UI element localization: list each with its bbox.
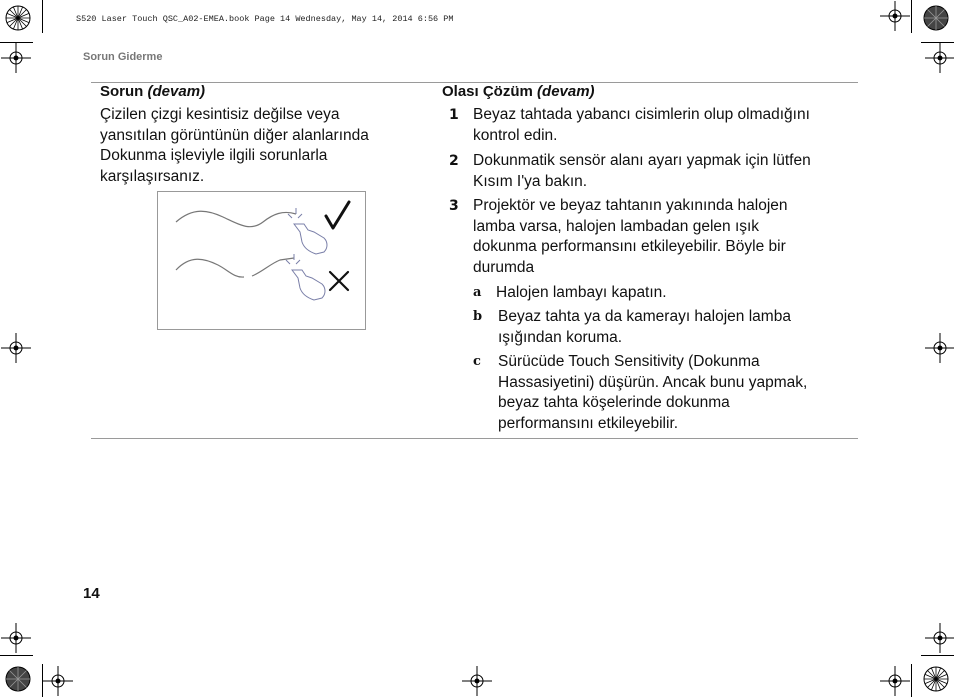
problem-line: karşılaşırsanız. [100,167,205,185]
registration-sunburst-icon [5,5,31,31]
problem-description [100,105,420,187]
registration-crosshair-icon [925,333,954,363]
crop-mark [0,655,33,656]
step-line: Beyaz tahtada yabancı cisimlerin olup olmadığını [473,106,810,123]
substep-letter: a [473,285,482,300]
finger-touch-icon [288,208,327,254]
problem-line: Dokunma işleviyle ilgili sorunlarla [100,147,328,164]
substep-line: Hassasiyetini) düşürün. Ancak bunu yapmak, [498,373,808,391]
crop-mark [42,0,43,33]
step-line: Dokunmatik sensör alanı ayarı yapmak için lütfen [473,152,811,169]
substep-letter: b [473,309,483,324]
registration-crosshair-icon [1,623,31,653]
registration-crosshair-icon [1,333,31,363]
substep-line: Halojen lambayı kapatın. [496,284,667,301]
substep-line: beyaz tahta köşelerinde dokunma [498,394,730,411]
step-number: 3 [449,198,459,214]
step-line: dokunma performansını etkileyebilir. Böyle bir [473,238,786,255]
checkmark-icon [326,202,349,228]
step-line: durumda [473,258,535,276]
registration-crosshair-icon [1,43,31,73]
registration-crosshair-icon [880,1,910,31]
cross-icon [330,272,348,290]
touch-illustration [157,191,366,330]
registration-crosshair-icon [462,666,492,696]
step-number: 2 [449,153,459,169]
wavy-line-icon [176,211,296,226]
registration-sunburst-icon [923,666,949,692]
problem-line: yansıtılan görüntünün diğer alanlarında [100,126,369,144]
registration-crosshair-icon [925,43,954,73]
problem-heading-suffix: (devam) [147,83,206,100]
registration-crosshair-icon [925,623,954,653]
step-line: Projektör ve beyaz tahtanın yakınında halojen [473,197,788,214]
section-title: Sorun Giderme [83,51,163,63]
step-line: Kısım I'ya bakın. [473,172,588,190]
problem-column-heading [100,83,205,100]
substep-line: Beyaz tahta ya da kamerayı halojen lamba [498,308,791,325]
registration-sunburst-icon [923,5,949,31]
substep-line: Sürücüde Touch Sensitivity (Dokunma [498,353,760,370]
solution-heading-suffix: (devam) [537,83,595,100]
solution-heading-label: Olası Çözüm [442,83,533,100]
registration-sunburst-icon [5,666,31,692]
registration-crosshair-icon [880,666,910,696]
substep-letter: c [473,354,481,369]
solution-column-heading [442,83,595,100]
crop-mark [911,664,912,697]
crop-mark [911,0,912,33]
page-number: 14 [83,585,100,602]
print-header: S520 Laser Touch QSC_A02-EMEA.book Page 14 Wednesday, May 14, 2014 6:56 PM [76,14,454,24]
step-line: lamba varsa, halojen lambadan gelen ışık [473,217,760,235]
problem-line: Çizilen çizgi kesintisiz değilse veya [100,106,340,123]
wavy-line-icon [176,258,294,277]
finger-touch-icon [286,254,325,300]
registration-crosshair-icon [43,666,73,696]
substep-line: ışığından koruma. [498,328,623,346]
step-number: 1 [449,107,459,123]
table-bottom-rule [91,438,858,439]
step-line: kontrol edin. [473,126,558,144]
problem-heading-label: Sorun [100,83,144,100]
crop-mark [921,655,954,656]
substep-line: performansını etkileyebilir. [498,414,679,432]
